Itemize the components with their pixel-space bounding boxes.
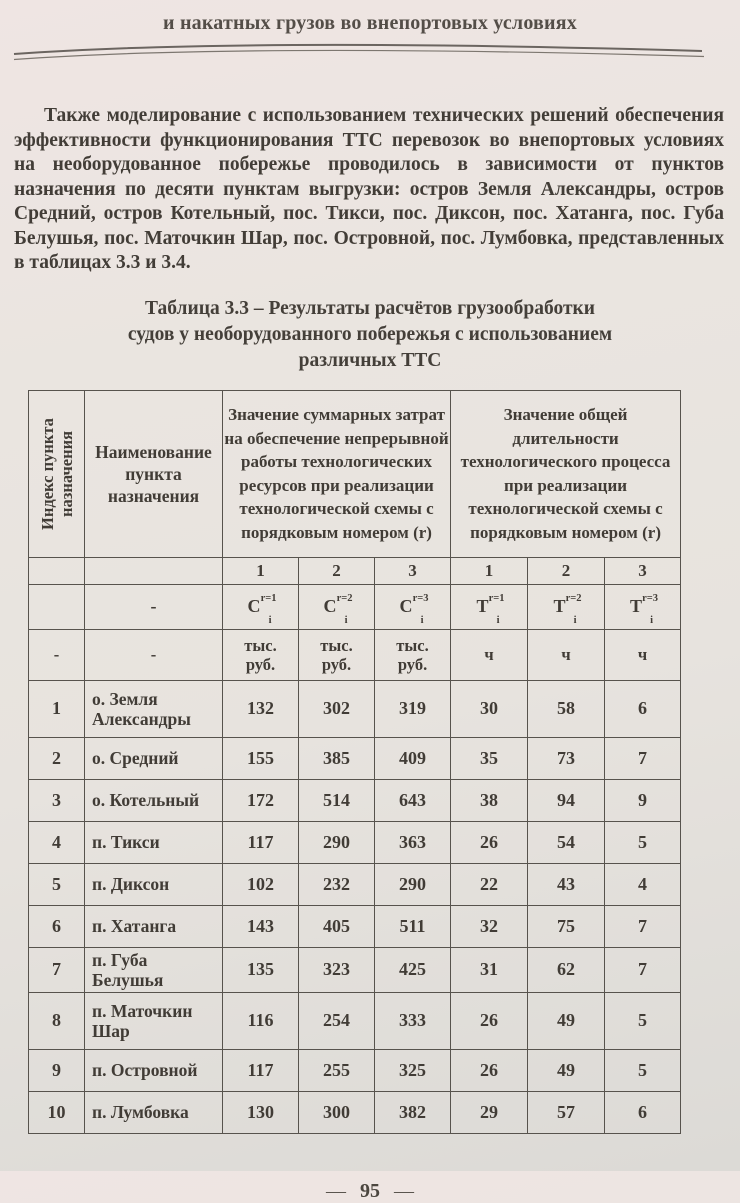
cost-symbol	[375, 584, 451, 629]
unit-cell: тыс. руб.	[299, 629, 375, 680]
page-number-footer	[0, 1180, 740, 1203]
footer-dash-left: —	[326, 1179, 346, 1202]
table-header-row	[29, 390, 681, 557]
unit-cell: тыс. руб.	[375, 629, 451, 680]
time-value: 26	[451, 821, 528, 863]
time-value: 94	[528, 779, 605, 821]
cost-value: 117	[223, 1049, 299, 1091]
table-row	[29, 947, 681, 992]
time-value: 49	[528, 992, 605, 1049]
time-value: 38	[451, 779, 528, 821]
cost-value: 116	[223, 992, 299, 1049]
symbol-sub: i	[420, 615, 424, 626]
index-column-header-cell	[29, 390, 85, 557]
cost-value: 385	[299, 737, 375, 779]
cost-value: 300	[299, 1091, 375, 1133]
scheme-number: 3	[375, 557, 451, 584]
cost-value: 132	[223, 680, 299, 737]
name-column-header: Наименование пункта назначения	[85, 390, 223, 557]
symbol-sub: i	[573, 615, 577, 626]
time-value: 26	[451, 992, 528, 1049]
page-number: 95	[360, 1179, 380, 1202]
symbol-base: C	[247, 596, 261, 616]
unit-cell: ч	[451, 629, 528, 680]
intro-paragraph: Также моделирование с использованием технических решений обеспечения эффективности функционирования ТТС перевозок во внепортовых условиях на необорудованное побережье проводилось в зависимости от пунктов назначения по десяти пунктам выгрузки: остров Земля Александры, остров Средний, остров Котельный, пос. Тикси, пос. Диксон, пос. Хатанга, пос. Губа Белушья, пос. Маточкин Шар, пос. Островной, пос. Лумбовка, представленных в таблицах 3.3 и 3.4.	[14, 105, 724, 273]
symbol-sup: r=1	[488, 593, 505, 604]
cost-value: 130	[223, 1091, 299, 1133]
time-value: 4	[605, 863, 681, 905]
symbol-sup: r=1	[260, 593, 277, 604]
cost-value: 382	[375, 1091, 451, 1133]
symbol-sup: r=2	[565, 593, 582, 604]
symbol-sub: i	[650, 615, 654, 626]
cost-symbol	[299, 584, 375, 629]
cost-group-header: Значение суммарных затрат на обеспечение непрерывной работы технологических ресурсов при реализации технологической схемы с порядковым номером (r)	[223, 390, 451, 557]
symbol-sup: r=3	[412, 593, 429, 604]
cost-value: 143	[223, 905, 299, 947]
time-value: 29	[451, 1091, 528, 1133]
time-group-header: Значение общей длительности технологического процесса при реализации технологической схемы с порядковым номером (r)	[451, 390, 681, 557]
time-value: 57	[528, 1091, 605, 1133]
cost-symbol	[223, 584, 299, 629]
symbol-row	[29, 584, 681, 629]
time-value: 49	[528, 1049, 605, 1091]
table-row	[29, 1049, 681, 1091]
time-value: 32	[451, 905, 528, 947]
unit-cell: ч	[528, 629, 605, 680]
cost-value: 514	[299, 779, 375, 821]
cost-value: 155	[223, 737, 299, 779]
cost-value: 290	[299, 821, 375, 863]
destination-name: о. Средний	[85, 737, 223, 779]
unit-cell: ч	[605, 629, 681, 680]
time-value: 9	[605, 779, 681, 821]
row-index: 10	[29, 1091, 85, 1133]
empty-cell	[85, 557, 223, 584]
table-row	[29, 905, 681, 947]
destination-name: п. Хатанга	[85, 905, 223, 947]
scheme-number: 1	[451, 557, 528, 584]
symbol-sub: i	[496, 615, 500, 626]
destination-name: п. Губа Белушья	[85, 947, 223, 992]
time-value: 62	[528, 947, 605, 992]
scheme-number: 2	[299, 557, 375, 584]
destination-name: о. Земля Александры	[85, 680, 223, 737]
table-title-line-3: различных ТТС	[298, 349, 442, 371]
time-value: 6	[605, 680, 681, 737]
empty-cell	[29, 584, 85, 629]
cost-value: 511	[375, 905, 451, 947]
placeholder-dash: -	[85, 629, 223, 680]
symbol-base: T	[553, 596, 566, 616]
destination-name: п. Диксон	[85, 863, 223, 905]
time-value: 7	[605, 905, 681, 947]
table-title-line-2: судов у необорудованного побережья с использованием	[127, 323, 613, 345]
cost-value: 117	[223, 821, 299, 863]
row-index: 9	[29, 1049, 85, 1091]
time-value: 22	[451, 863, 528, 905]
time-value: 54	[528, 821, 605, 863]
time-value: 7	[605, 737, 681, 779]
symbol-base: T	[476, 596, 489, 616]
row-index: 3	[29, 779, 85, 821]
destination-name: п. Лумбовка	[85, 1091, 223, 1133]
time-value: 73	[528, 737, 605, 779]
symbol-base: C	[399, 596, 413, 616]
cost-value: 643	[375, 779, 451, 821]
time-value: 75	[528, 905, 605, 947]
units-row	[29, 629, 681, 680]
symbol-sub: i	[268, 615, 272, 626]
time-symbol	[605, 584, 681, 629]
cost-value: 290	[375, 863, 451, 905]
cost-value: 425	[375, 947, 451, 992]
table-row	[29, 863, 681, 905]
time-value: 5	[605, 1049, 681, 1091]
destination-name: п. Маточкин Шар	[85, 992, 223, 1049]
time-value: 35	[451, 737, 528, 779]
row-index: 8	[29, 992, 85, 1049]
scheme-number: 1	[223, 557, 299, 584]
table-row	[29, 821, 681, 863]
scheme-number-row	[29, 557, 681, 584]
time-value: 58	[528, 680, 605, 737]
symbol-base: C	[323, 596, 337, 616]
row-index: 4	[29, 821, 85, 863]
time-symbol	[528, 584, 605, 629]
table-title-line-1: Таблица 3.3 – Результаты расчётов грузообработки	[145, 297, 595, 319]
scheme-number: 3	[605, 557, 681, 584]
destination-name: п. Островной	[85, 1049, 223, 1091]
running-header: и накатных грузов во внепортовых условиях	[163, 12, 577, 34]
cost-value: 135	[223, 947, 299, 992]
cost-value: 323	[299, 947, 375, 992]
time-value: 5	[605, 992, 681, 1049]
footer-dash-right: —	[394, 1179, 414, 1202]
time-symbol	[451, 584, 528, 629]
time-value: 26	[451, 1049, 528, 1091]
time-value: 31	[451, 947, 528, 992]
cost-value: 363	[375, 821, 451, 863]
time-value: 7	[605, 947, 681, 992]
results-table	[28, 390, 681, 1134]
destination-name: о. Котельный	[85, 779, 223, 821]
unit-cell: тыс. руб.	[223, 629, 299, 680]
symbol-sup: r=2	[336, 593, 353, 604]
time-value: 5	[605, 821, 681, 863]
time-value: 43	[528, 863, 605, 905]
cost-value: 302	[299, 680, 375, 737]
cost-value: 102	[223, 863, 299, 905]
row-index: 1	[29, 680, 85, 737]
symbol-sub: i	[344, 615, 348, 626]
time-value: 6	[605, 1091, 681, 1133]
table-row	[29, 1091, 681, 1133]
cost-value: 405	[299, 905, 375, 947]
header-rule	[0, 38, 740, 64]
cost-value: 172	[223, 779, 299, 821]
row-index: 5	[29, 863, 85, 905]
cost-value: 325	[375, 1049, 451, 1091]
table-row	[29, 680, 681, 737]
table-title	[0, 296, 740, 374]
placeholder-dash: -	[29, 629, 85, 680]
scheme-number: 2	[528, 557, 605, 584]
destination-name: п. Тикси	[85, 821, 223, 863]
symbol-sup: r=3	[642, 593, 659, 604]
cost-value: 254	[299, 992, 375, 1049]
table-row	[29, 737, 681, 779]
cost-value: 232	[299, 863, 375, 905]
index-column-header: Индекс пункта назначения	[37, 417, 76, 530]
row-index: 6	[29, 905, 85, 947]
row-index: 2	[29, 737, 85, 779]
cost-value: 255	[299, 1049, 375, 1091]
time-value: 30	[451, 680, 528, 737]
row-index: 7	[29, 947, 85, 992]
cost-value: 333	[375, 992, 451, 1049]
cost-value: 319	[375, 680, 451, 737]
empty-cell	[29, 557, 85, 584]
placeholder-dash: -	[85, 584, 223, 629]
table-row	[29, 779, 681, 821]
symbol-base: T	[630, 596, 643, 616]
cost-value: 409	[375, 737, 451, 779]
table-row	[29, 992, 681, 1049]
